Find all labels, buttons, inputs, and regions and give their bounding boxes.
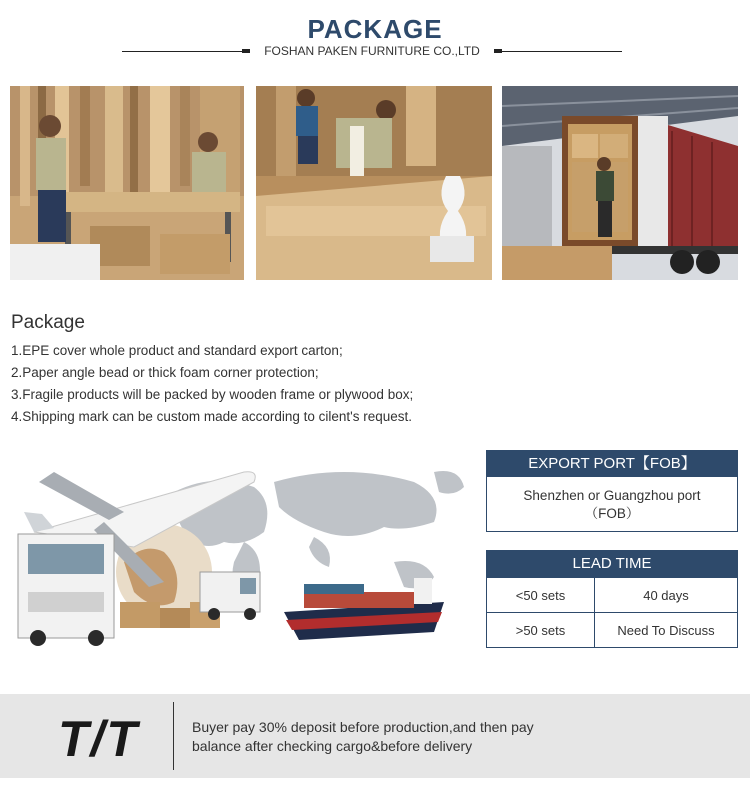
table-row <box>487 578 738 613</box>
export-port-header: EXPORT PORT【FOB】 <box>486 450 738 477</box>
lead-time-days: Need To Discuss <box>595 613 738 648</box>
divider <box>173 702 174 770</box>
tt-logo: T/T <box>58 711 139 767</box>
logistics-illustration <box>14 452 476 652</box>
package-heading: Package <box>11 312 85 333</box>
lead-time-days: 40 days <box>595 578 738 613</box>
divider-line-right <box>498 51 622 52</box>
packing-table-photo <box>256 86 492 280</box>
package-list <box>11 340 413 428</box>
lead-time-header: LEAD TIME <box>486 550 738 577</box>
lead-time-qty: >50 sets <box>487 613 595 648</box>
workshop-photo <box>10 86 244 280</box>
payment-line: balance after checking cargo&before delivery <box>192 738 473 754</box>
lead-time-table <box>486 577 738 648</box>
export-port-line: Shenzhen or Guangzhou port <box>523 488 701 503</box>
export-port-body <box>486 477 738 532</box>
package-item: 3.Fragile products will be packed by wooden frame or plywood box; <box>11 387 414 402</box>
package-item: 4.Shipping mark can be custom made according to cilent's request. <box>11 409 413 424</box>
payment-line: Buyer pay 30% deposit before production,and then pay <box>192 719 534 735</box>
container-loading-photo <box>502 86 738 280</box>
payment-band <box>0 694 750 778</box>
export-port-fob: （FOB） <box>584 506 640 521</box>
company-subtitle <box>122 44 622 60</box>
package-item: 1.EPE cover whole product and standard export carton; <box>11 343 343 358</box>
package-item: 2.Paper angle bead or thick foam corner protection; <box>11 365 319 380</box>
company-name: FOSHAN PAKEN FURNITURE CO.,LTD <box>264 44 480 58</box>
table-row <box>487 613 738 648</box>
export-port-panel <box>486 450 738 532</box>
lead-time-qty: <50 sets <box>487 578 595 613</box>
page-title: PACKAGE <box>307 14 443 44</box>
lead-time-panel <box>486 550 738 648</box>
payment-terms <box>192 718 534 756</box>
packing-photos <box>10 86 738 280</box>
